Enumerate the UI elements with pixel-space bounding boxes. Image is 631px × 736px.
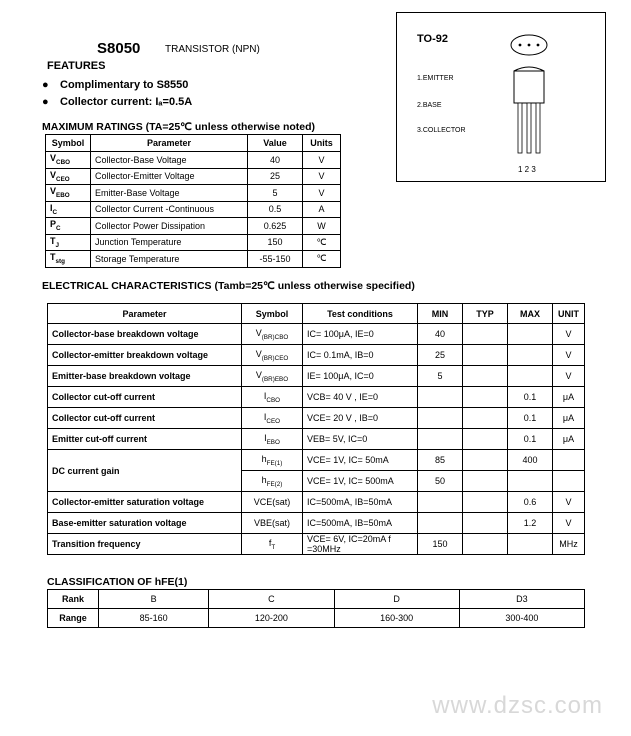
value-cell: 0.5 [248,201,303,218]
unit-cell: W [303,218,341,235]
table-row [46,218,341,235]
unit-cell [553,471,585,492]
unit-cell [553,450,585,471]
unit-cell: μA [553,387,585,408]
typ-cell [463,345,508,366]
parameter-cell: Collector Power Dissipation [91,218,248,235]
parameter-cell: Collector cut-off current [48,408,242,429]
col-header: Symbol [242,304,303,324]
parameter-cell: Collector cut-off current [48,387,242,408]
part-type: TRANSISTOR (NPN) [165,44,260,55]
min-cell [418,513,463,534]
parameter-cell: Emitter-Base Voltage [91,185,248,202]
table-row [48,324,585,345]
table-row [48,408,585,429]
pin-label-base: 2.BASE [417,102,442,109]
symbol-cell: $V_{CBO}$ [46,152,91,169]
table-row [48,366,585,387]
conditions-cell: IC= 100μA, IE=0 [303,324,418,345]
unit-cell: V [553,345,585,366]
max-cell [508,345,553,366]
symbol-subscript: CEO [266,417,281,425]
conditions-cell: VCE= 1V, IC= 50mA [303,450,418,471]
col-header: MAX [508,304,553,324]
value-cell: 25 [248,168,303,185]
conditions-cell: IE= 100μA, IC=0 [303,366,418,387]
min-cell [418,387,463,408]
symbol-subscript: CEO [56,175,70,183]
parameter-cell: Emitter-base breakdown voltage [48,366,242,387]
typ-cell [463,492,508,513]
min-cell [418,492,463,513]
symbol-cell: $I_{CBO}$ [242,387,303,408]
unit-cell: MHz [553,534,585,555]
table-row [48,387,585,408]
typ-cell [463,387,508,408]
table-row [46,152,341,169]
typ-cell [463,534,508,555]
typ-cell [463,450,508,471]
conditions-cell: IC= 0.1mA, IB=0 [303,345,418,366]
symbol-subscript: FE(1) [266,459,283,467]
to92-package-drawing [505,33,553,163]
symbol-cell: VCE(sat) [242,492,303,513]
unit-cell: V [553,492,585,513]
unit-cell: μA [553,408,585,429]
table-row [46,201,341,218]
symbol-cell: $I_C$ [46,201,91,218]
symbol-cell: VBE(sat) [242,513,303,534]
typ-cell [463,408,508,429]
min-cell: 25 [418,345,463,366]
table-row [46,251,341,268]
conditions-cell: VCB= 40 V , IE=0 [303,387,418,408]
symbol-cell: $V_{(BR)EBO}$ [242,366,303,387]
unit-cell: V [553,324,585,345]
table-row [48,513,585,534]
parameter-cell: Collector-Base Voltage [91,152,248,169]
parameter-cell: Junction Temperature [91,234,248,251]
pin-numbers: 1 2 3 [518,165,536,174]
symbol-cell: $I_{CEO}$ [242,408,303,429]
col-header: Value [248,135,303,152]
table-row [48,450,585,471]
symbol-cell: $V_{CEO}$ [46,168,91,185]
typ-cell [463,429,508,450]
symbol-cell: $f_T$ [242,534,303,555]
classification-heading: CLASSIFICATION OF hFE(1) [47,576,188,588]
parameter-cell: DC current gain [48,450,242,492]
max-ratings-table [45,134,341,268]
symbol-cell: $h_{FE(1)}$ [242,450,303,471]
unit-cell: V [303,185,341,202]
electrical-body [48,324,585,555]
table-row [48,429,585,450]
parameter-cell: Base-emitter saturation voltage [48,513,242,534]
symbol-subscript: EBO [266,438,280,446]
symbol-subscript: T [271,543,276,551]
parameter-cell: Emitter cut-off current [48,429,242,450]
table-row [46,168,341,185]
unit-cell: ℃ [303,251,341,268]
features-heading: FEATURES [47,60,106,72]
min-cell: 5 [418,366,463,387]
symbol-subscript: (BR)CEO [261,354,289,362]
rank-row [48,590,585,609]
parameter-cell: Collector-Emitter Voltage [91,168,248,185]
symbol-subscript: EBO [56,192,70,200]
table-row [48,492,585,513]
range-label: Range [48,609,99,628]
package-box [396,12,606,182]
max-cell [508,366,553,387]
range-cell: 120-200 [209,609,334,628]
col-header: Parameter [48,304,242,324]
parameter-cell: Storage Temperature [91,251,248,268]
unit-cell: V [303,152,341,169]
feature-text: Complimentary to S8550 [60,79,189,91]
watermark: www.dzsc.com [432,692,603,719]
value-cell: -55-150 [248,251,303,268]
max-cell: 0.1 [508,387,553,408]
typ-cell [463,471,508,492]
symbol-subscript: (BR)EBO [261,375,289,383]
electrical-heading: ELECTRICAL CHARACTERISTICS (Tamb=25℃ unless otherwise specified) [42,280,415,292]
symbol-subscript: J [55,241,60,249]
symbol-cell: $I_{EBO}$ [242,429,303,450]
symbol-subscript: stg [55,258,65,266]
unit-cell: V [303,168,341,185]
col-header: Parameter [91,135,248,152]
rank-cell: D3 [459,590,584,609]
classification-table [47,589,585,628]
table-row [46,185,341,202]
parameter-cell: Collector-emitter breakdown voltage [48,345,242,366]
value-cell: 0.625 [248,218,303,235]
unit-cell: ℃ [303,234,341,251]
symbol-subscript: C [56,225,61,233]
pin-label-emitter: 1.EMITTER [417,75,454,82]
parameter-cell: Collector-base breakdown voltage [48,324,242,345]
parameter-cell: Collector-emitter saturation voltage [48,492,242,513]
conditions-cell: VCE= 1V, IC= 500mA [303,471,418,492]
max-cell [508,534,553,555]
symbol-subscript: FE(2) [266,480,283,488]
min-cell [418,429,463,450]
symbol-cell: $V_{EBO}$ [46,185,91,202]
symbol-subscript: C [52,208,58,216]
range-cell: 85-160 [99,609,209,628]
min-cell: 50 [418,471,463,492]
rank-cell: D [334,590,459,609]
pin-label-collector: 3.COLLECTOR [417,127,466,134]
unit-cell: A [303,201,341,218]
symbol-cell: $V_{(BR)CBO}$ [242,324,303,345]
max-ratings-body [46,152,341,268]
max-cell: 0.1 [508,429,553,450]
rank-cell: B [99,590,209,609]
symbol-subscript: CBO [266,396,281,404]
col-header: UNIT [553,304,585,324]
range-row [48,609,585,628]
max-ratings-heading: MAXIMUM RATINGS (TA=25℃ unless otherwise noted) [42,121,316,133]
conditions-cell: VEB= 5V, IC=0 [303,429,418,450]
table-row [46,234,341,251]
package-title: TO-92 [417,33,448,45]
table-row [48,534,585,555]
range-cell: 300-400 [459,609,584,628]
col-header: Test conditions [303,304,418,324]
conditions-cell: VCE= 6V, IC=20mA f =30MHz [303,534,418,555]
max-cell: 0.1 [508,408,553,429]
max-cell: 0.6 [508,492,553,513]
max-cell: 400 [508,450,553,471]
min-cell [418,408,463,429]
symbol-cell: $V_{(BR)CEO}$ [242,345,303,366]
col-header: Units [303,135,341,152]
min-cell: 40 [418,324,463,345]
max-ratings-header-row [46,135,341,152]
feature-item-2 [42,96,192,108]
conditions-cell: VCE= 20 V , IB=0 [303,408,418,429]
typ-cell [463,366,508,387]
unit-cell: μA [553,429,585,450]
col-header: TYP [463,304,508,324]
max-cell: 1.2 [508,513,553,534]
unit-cell: V [553,366,585,387]
symbol-cell: $h_{FE(2)}$ [242,471,303,492]
symbol-subscript: (BR)CBO [261,333,289,341]
typ-cell [463,513,508,534]
col-header: MIN [418,304,463,324]
min-cell: 85 [418,450,463,471]
electrical-table [47,303,585,555]
symbol-subscript: CBO [56,159,71,167]
typ-cell [463,324,508,345]
bullet-icon: ● [42,79,49,91]
rank-cell: C [209,590,334,609]
feature-text: Collector current: Iₐ=0.5A [60,96,193,108]
max-cell [508,471,553,492]
symbol-cell: $T_J$ [46,234,91,251]
bullet-icon: ● [42,96,49,108]
max-cell [508,324,553,345]
unit-cell: V [553,513,585,534]
electrical-header-row [48,304,585,324]
min-cell: 150 [418,534,463,555]
value-cell: 40 [248,152,303,169]
parameter-cell: Collector Current -Continuous [91,201,248,218]
value-cell: 5 [248,185,303,202]
part-number: S8050 [97,40,141,57]
value-cell: 150 [248,234,303,251]
feature-item-1 [42,79,188,91]
col-header: Symbol [46,135,91,152]
symbol-cell: $T_{stg}$ [46,251,91,268]
table-row [48,345,585,366]
conditions-cell: IC=500mA, IB=50mA [303,513,418,534]
rank-label: Rank [48,590,99,609]
range-cell: 160-300 [334,609,459,628]
symbol-cell: $P_C$ [46,218,91,235]
conditions-cell: IC=500mA, IB=50mA [303,492,418,513]
parameter-cell: Transition frequency [48,534,242,555]
